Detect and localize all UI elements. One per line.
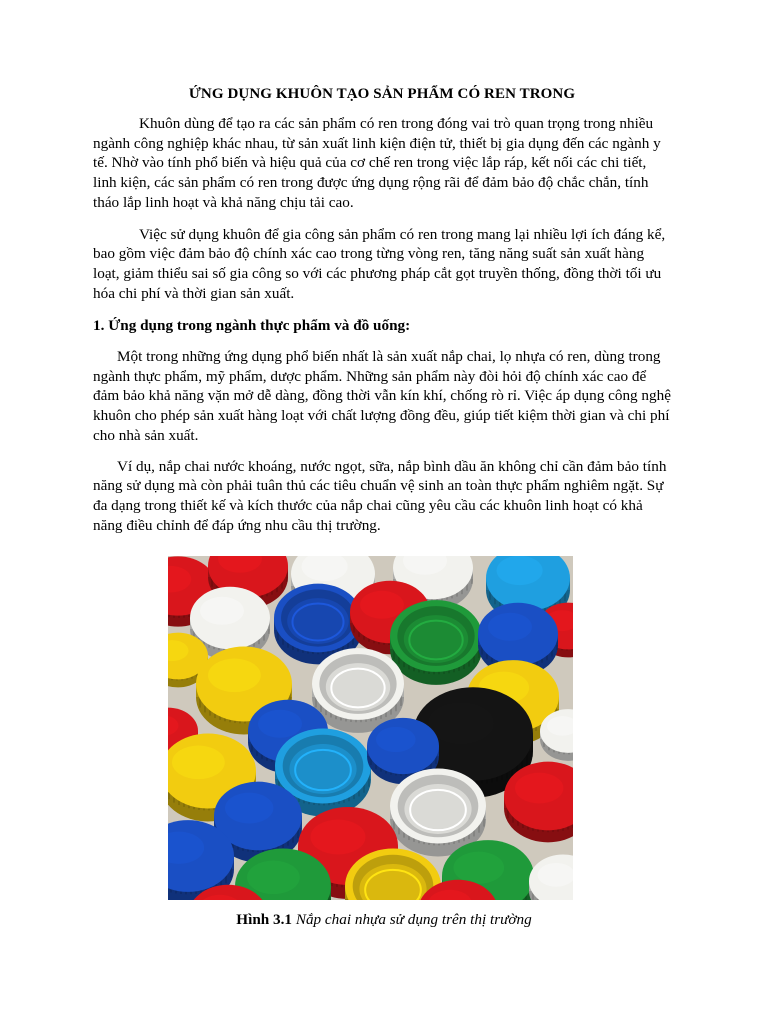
document-body — [93, 86, 671, 535]
bottle-caps-illustration — [168, 556, 573, 900]
paragraph-benefits: Việc sử dụng khuôn để gia công sản phẩm có ren trong mang lại nhiều lợi ích đáng kể, bao gồm việc đảm bảo độ chính xác cao trong từng vòng ren, tăng năng suất sản xuất hàng loạt, giảm thiểu sai số gia công so với các phương pháp cắt gọt truyền thống, đồng thời tối ưu hóa chi phí và thời gian sản xuất. — [93, 225, 666, 302]
figure-caption — [0, 911, 768, 929]
paragraph-example: Ví dụ, nắp chai nước khoáng, nước ngọt, sữa, nắp bình dầu ăn không chỉ cần đảm bảo tính năng sử dụng mà còn phải tuân thủ các tiêu chuẩn vệ sinh an toàn thực phẩm nghiêm ngặt. Sự đa dạng trong thiết kế và kích thước của nắp chai cũng yêu cầu các khuôn linh hoạt có khả năng điều chỉnh để đáp ứng nhu cầu thị trường. — [93, 457, 667, 534]
figure-label: Hình 3.1 — [236, 911, 293, 928]
document-title: ỨNG DỤNG KHUÔN TẠO SẢN PHẨM CÓ REN TRONG — [188, 86, 576, 102]
figure-caption-text: Nắp chai nhựa sử dụng trên thị trường — [295, 911, 532, 928]
paragraph-intro: Khuôn dùng để tạo ra các sản phẩm có ren trong đóng vai trò quan trọng trong nhiều ngành công nghiệp khác nhau, từ sản xuất linh kiện điện tử, thiết bị gia dụng đến các ngành y tế. Nhờ vào tính phổ biến và hiệu quả của cơ chế ren trong việc lắp ráp, kết nối các chi tiết, linh kiện, các sản phẩm có ren trong được ứng dụng rộng rãi để đảm bảo độ chắc chắn, tính tháo lắp linh hoạt và khả năng chịu tải cao. — [93, 115, 661, 211]
section-heading: 1. Ứng dụng trong ngành thực phẩm và đồ uống: — [93, 317, 411, 335]
figure-bottle-caps-photo — [168, 556, 573, 900]
paragraph-application: Một trong những ứng dụng phổ biến nhất là sản xuất nắp chai, lọ nhựa có ren, dùng trong ngành thực phẩm, mỹ phẩm, dược phẩm. Những sản phẩm này đòi hỏi độ chính xác cao để đảm bảo khả năng vặn mở dễ dàng, đồng thời vẫn kín khí, chống rò rỉ. Việc áp dụng công nghệ khuôn cho phép sản xuất hàng loạt với chất lượng đồng đều, giúp tiết kiệm thời gian và chi phí cho nhà sản xuất. — [93, 348, 671, 444]
